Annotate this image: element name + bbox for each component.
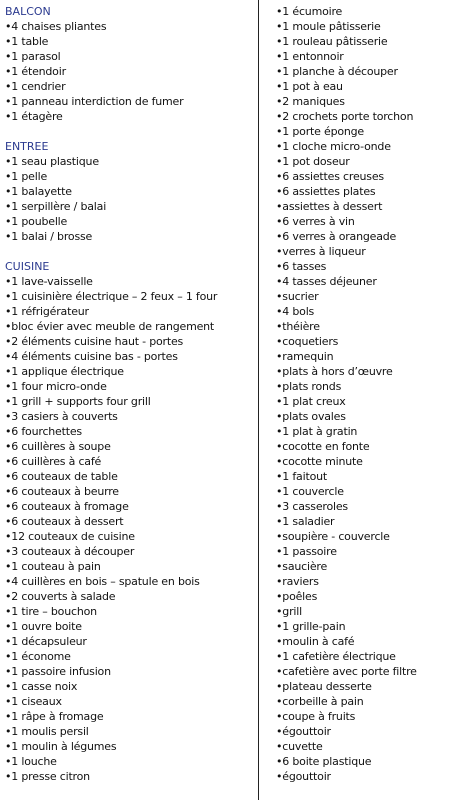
list-item: •2 crochets porte torchon [276, 110, 414, 123]
list-item: •grill [276, 605, 302, 618]
left-column [5, 4, 245, 784]
list-item: •3 casiers à couverts [5, 410, 118, 423]
list-item: •1 tire – bouchon [5, 605, 97, 618]
list-item: •coupe à fruits [276, 710, 356, 723]
list-item: •1 pelle [5, 170, 48, 183]
list-item: •ramequin [276, 350, 334, 363]
list-item: •coquetiers [276, 335, 339, 348]
list-item: •4 cuillères en bois – spatule en bois [5, 575, 200, 588]
list-item: •1 ciseaux [5, 695, 62, 708]
list-item: •4 éléments cuisine bas - portes [5, 350, 178, 363]
list-item: •1 poubelle [5, 215, 68, 228]
list-item: •6 assiettes creuses [276, 170, 384, 183]
list-item: •1 râpe à fromage [5, 710, 104, 723]
list-item: •cafetière avec porte filtre [276, 665, 417, 678]
section-cuisine [5, 259, 245, 784]
list-item: •cuvette [276, 740, 323, 753]
list-item: •1 pot doseur [276, 155, 350, 168]
list-item: •verres à liqueur [276, 245, 366, 258]
list-item: •1 grille-pain [276, 620, 346, 633]
list-item: •soupière - couvercle [276, 530, 390, 543]
list-item: •1 four micro-onde [5, 380, 107, 393]
list-item: •4 tasses déjeuner [276, 275, 377, 288]
section-heading: BALCON [5, 5, 51, 18]
section-heading: CUISINE [5, 260, 50, 273]
column-divider [258, 0, 259, 800]
list-item: •6 cuillères à café [5, 455, 102, 468]
list-item: •1 passoire infusion [5, 665, 111, 678]
list-item: •1 pot à eau [276, 80, 343, 93]
list-item: •1 couvercle [276, 485, 344, 498]
list-item: •plats à hors d’œuvre [276, 365, 393, 378]
list-item: •6 boite plastique [276, 755, 372, 768]
section-heading: ENTREE [5, 140, 49, 153]
list-item: •cocotte en fonte [276, 440, 370, 453]
list-item: •1 parasol [5, 50, 61, 63]
list-item: •1 passoire [276, 545, 337, 558]
list-item: •1 entonnoir [276, 50, 344, 63]
list-item: •1 applique électrique [5, 365, 124, 378]
list-item: •1 panneau interdiction de fumer [5, 95, 184, 108]
list-item: •théière [276, 320, 320, 333]
list-item: •1 table [5, 35, 49, 48]
list-item: •assiettes à dessert [276, 200, 383, 213]
list-item: •1 presse citron [5, 770, 90, 783]
list-item: •plats ronds [276, 380, 342, 393]
list-item: •2 couverts à salade [5, 590, 116, 603]
list-item: •6 tasses [276, 260, 327, 273]
list-item: •1 saladier [276, 515, 335, 528]
list-item: •1 écumoire [276, 5, 343, 18]
list-item: •moulin à café [276, 635, 355, 648]
list-item: •2 maniques [276, 95, 345, 108]
list-item: •3 casseroles [276, 500, 348, 513]
list-item: •4 bols [276, 305, 315, 318]
list-item: •6 fourchettes [5, 425, 82, 438]
list-item: •1 rouleau pâtisserie [276, 35, 388, 48]
list-item: •6 couteaux à dessert [5, 515, 124, 528]
list-item: •1 louche [5, 755, 57, 768]
section-entree [5, 139, 245, 244]
list-item: •1 étendoir [5, 65, 66, 78]
list-item: •1 casse noix [5, 680, 78, 693]
list-item: •1 plat à gratin [276, 425, 358, 438]
list-item: •1 décapsuleur [5, 635, 87, 648]
list-item: •1 économe [5, 650, 71, 663]
list-item: •6 cuillères à soupe [5, 440, 111, 453]
list-item: •6 couteaux de table [5, 470, 118, 483]
list-item: •3 couteaux à découper [5, 545, 135, 558]
list-item: •6 couteaux à beurre [5, 485, 119, 498]
list-item: •1 ouvre boite [5, 620, 82, 633]
list-item: •6 verres à orangeade [276, 230, 397, 243]
list-item: •6 verres à vin [276, 215, 355, 228]
list-item: •1 moulis persil [5, 725, 89, 738]
right-column [276, 4, 452, 784]
list-item: •1 seau plastique [5, 155, 99, 168]
list-item: •raviers [276, 575, 319, 588]
list-item: •égouttoir [276, 725, 331, 738]
list-item: •1 plat creux [276, 395, 346, 408]
list-item: •6 couteaux à fromage [5, 500, 129, 513]
list-item: •1 porte éponge [276, 125, 364, 138]
list-item: •1 cendrier [5, 80, 66, 93]
list-item: •1 couteau à pain [5, 560, 101, 573]
list-item: •poêles [276, 590, 318, 603]
list-item: •1 étagère [5, 110, 63, 123]
list-item: •4 chaises pliantes [5, 20, 107, 33]
list-item: •1 balayette [5, 185, 72, 198]
list-item: •corbeille à pain [276, 695, 364, 708]
list-item: •6 assiettes plates [276, 185, 376, 198]
list-item: •cocotte minute [276, 455, 363, 468]
list-item: •1 moule pâtisserie [276, 20, 381, 33]
list-item: •1 grill + supports four grill [5, 395, 151, 408]
list-item: •12 couteaux de cuisine [5, 530, 135, 543]
list-item: •égouttoir [276, 770, 331, 783]
list-item: •1 cuisinière électrique – 2 feux – 1 four [5, 290, 218, 303]
list-item: •1 réfrigérateur [5, 305, 89, 318]
list-item: •1 cafetière électrique [276, 650, 396, 663]
list-item: •1 moulin à légumes [5, 740, 117, 753]
list-item: •plats ovales [276, 410, 346, 423]
list-item: •1 serpillère / balai [5, 200, 107, 213]
list-item: •sucrier [276, 290, 319, 303]
list-item: •1 balai / brosse [5, 230, 93, 243]
section-balcon [5, 4, 245, 124]
list-item: •plateau desserte [276, 680, 372, 693]
list-item: •1 cloche micro-onde [276, 140, 391, 153]
list-item: •2 éléments cuisine haut - portes [5, 335, 184, 348]
list-item: •1 faitout [276, 470, 327, 483]
list-item: •1 planche à découper [276, 65, 398, 78]
list-item: •saucière [276, 560, 328, 573]
list-item: •bloc évier avec meuble de rangement [5, 320, 215, 333]
list-item: •1 lave-vaisselle [5, 275, 93, 288]
